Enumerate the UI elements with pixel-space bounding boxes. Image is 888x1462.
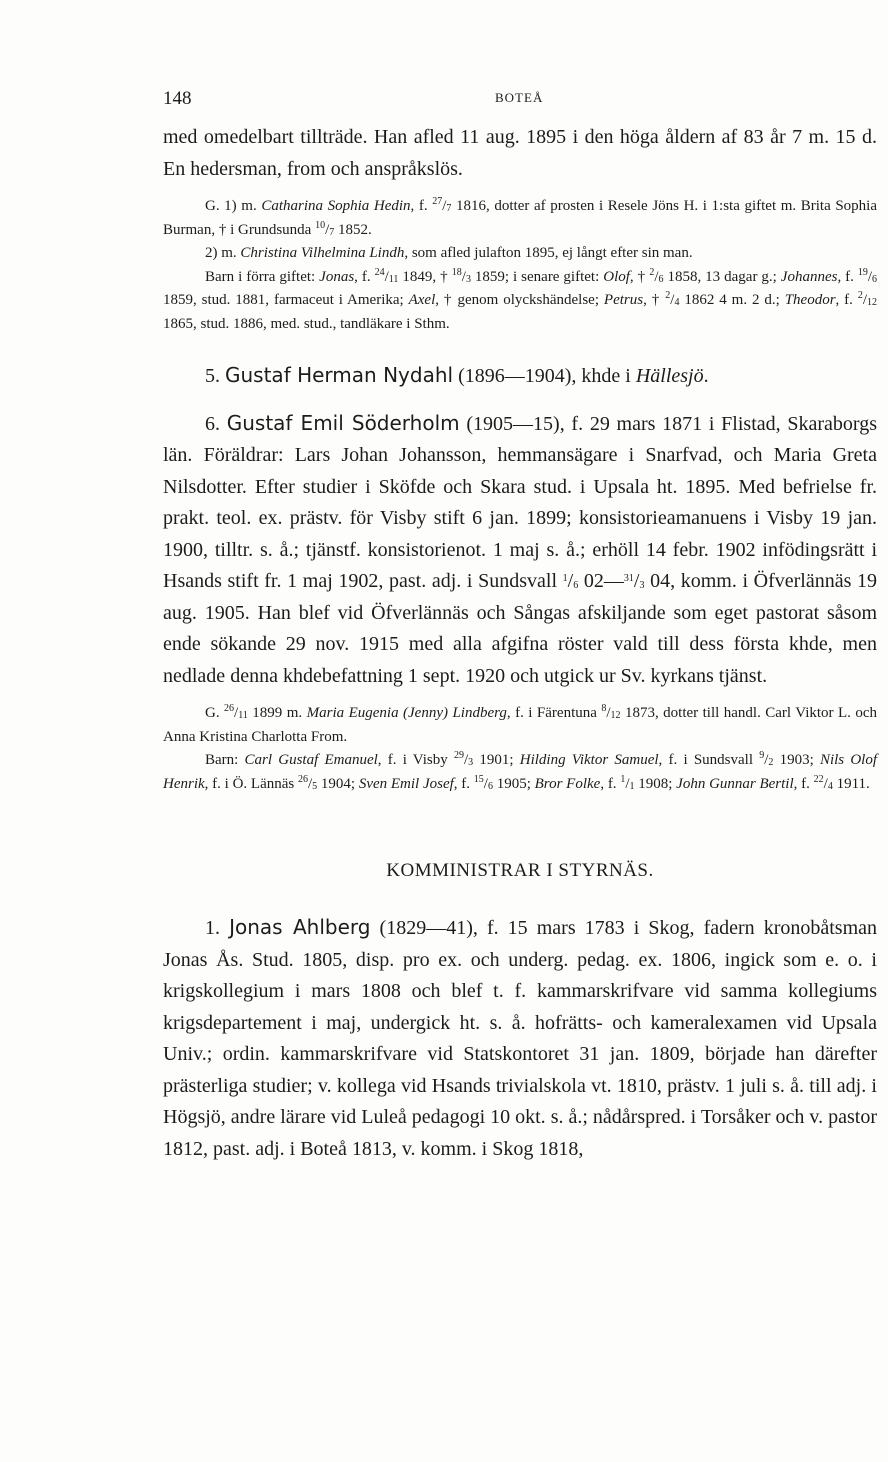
marriage-second: 2) m. Christina Vilhelmina Lindh, som afled julafton 1895, ej långt efter sin man. [205, 245, 693, 261]
entry-name: Jonas Ahlberg [229, 915, 371, 939]
spouse-name: Christina Vilhelmina Lindh [240, 245, 405, 261]
entry-6: 6. Gustaf Emil Söderholm (1905—15), f. 29 mars 1871 i Flistad, Skaraborgs län. Föräldrar: Lars Johan Johansson, hemmansägare i Snarfvad, och Maria Greta Nilsdotter. Efter studier i Sköfde och Skara stud. i Upsala ht. 1895. Med befrielse fr. prakt. teol. ex. prästv. för Visby stift 6 jan. 1899; konsistorieamanuens i Visby 19 jan. 1900, tilltr. s. å.; tjänstf. konsistorienot. 1 maj s. å.; erhöll 14 febr. 1902 infödingsrätt i Hsands stift fr. 1 maj 1902, past. adj. i Sundsvall $^1/_6$ $02—^{31}/_3$ 04, komm. i Öfverlännäs 19 aug. 1905. Han blef vid Öfverlännäs och Sångas afskiljande som eget pastorat såsom ende sökande 29 nov. 1915 med alla afgifna röster vald till dess första khde, men nedlade denna khdebefattning 1 sept. 1920 och utgick ur Sv. kyrkans tjänst. [163, 410, 878, 687]
entry-5: 5. Gustaf Herman Nydahl (1896—1904), khde i Hällesjö. [205, 363, 709, 387]
children-list: Barn i förra giftet: Jonas, f. $^{24}/_{11}$ 1849, † $^{18}/_3$ 1859; i senare giftet: Olof, † $^2/_6$ 1858, 13 dagar g.; Johannes, f. $^{19}/_6$ 1859, stud. 1881, farmaceut i Amerika; Axel, † genom olyckshändelse; Petrus, † $^2/_4$ 1862 4 m. 2 d.; Theodor, f. $^2/_{12}$ 1865, stud. 1886, med. stud., tandläkare i Sthm. [163, 266, 878, 332]
page [163, 88, 877, 1165]
section-heading: KOMMINISTRAR I STYRNÄS. [386, 860, 654, 881]
entry-name: Gustaf Emil Söderholm [226, 410, 460, 435]
paragraph-continuation: med omedelbart tillträde. Han afled 11 aug. 1895 i den höga åldern af 83 år 7 m. 15 d. En hedersman, from och anspråkslös. [163, 126, 877, 180]
entry-k1: 1. Jonas Ahlberg (1829—41), f. 15 mars 1783 i Skog, fadern kronobåtsman Jonas Ås. Stud. 1805, disp. pro ex. och underg. pedag. ex. 1806, ingick som e. o. i krigskollegium i mars 1808 och blef t. f. kammarskrifvare vid samma kollegiums krigsdepartement i maj, undergick ht. s. å. hofrätts- och kameralexamen vid Upsala Univ.; ordin. kammarskrifvare vid Statskontoret 31 jan. 1809, började han därefter prästerliga studier; v. kollega vid Hsands trivialskola vt. 1810, prästv. 1 juli s. å. till adj. i Högsjö, andre lärare vid Luleå pedagogi 10 okt. s. å.; nådårspred. i Torsåker och v. pastor 1812, past. adj. i Boteå 1813, v. komm. i Skog 1818, [163, 915, 878, 1160]
spouse-name: Catharina Sophia Hedin [261, 198, 411, 214]
entry-6-children: Barn: Carl Gustaf Emanuel, f. i Visby $^{29}/_3$ 1901; Hilding Viktor Samuel, f. i Sundsvall $^9/_2$ 1903; Nils Olof Henrik, f. i Ö. Lännäs $^{26}/_5$ 1904; Sven Emil Josef, f. $^{15}/_6$ 1905; Bror Folke, f. $^1/_1$ 1908; John Gunnar Bertil, f. $^{22}/_4$ 1911. [163, 750, 878, 792]
marriage-first: G. 1) m. Catharina Sophia Hedin, f. $^{27}/_7$ 1816, dotter af prosten i Resele Jöns H. i 1:sta giftet m. Brita Sophia Burman, † i Grundsunda $^{10}/_7$ 1852. [163, 196, 878, 238]
entry-6-marriage: G. $^{26}/_{11}$ 1899 m. Maria Eugenia (Jenny) Lindberg, f. i Färentuna $^8/_{12}$ 1873, dotter till handl. Carl Viktor L. och Anna Kristina Charlotta From. [163, 703, 878, 745]
entry-name: Gustaf Herman Nydahl [225, 363, 454, 387]
page-number: 148 [163, 88, 192, 109]
running-title: BOTEÅ [495, 90, 544, 105]
spouse-name: Maria Eugenia (Jenny) Lindberg [306, 705, 507, 721]
page-header [163, 88, 877, 114]
